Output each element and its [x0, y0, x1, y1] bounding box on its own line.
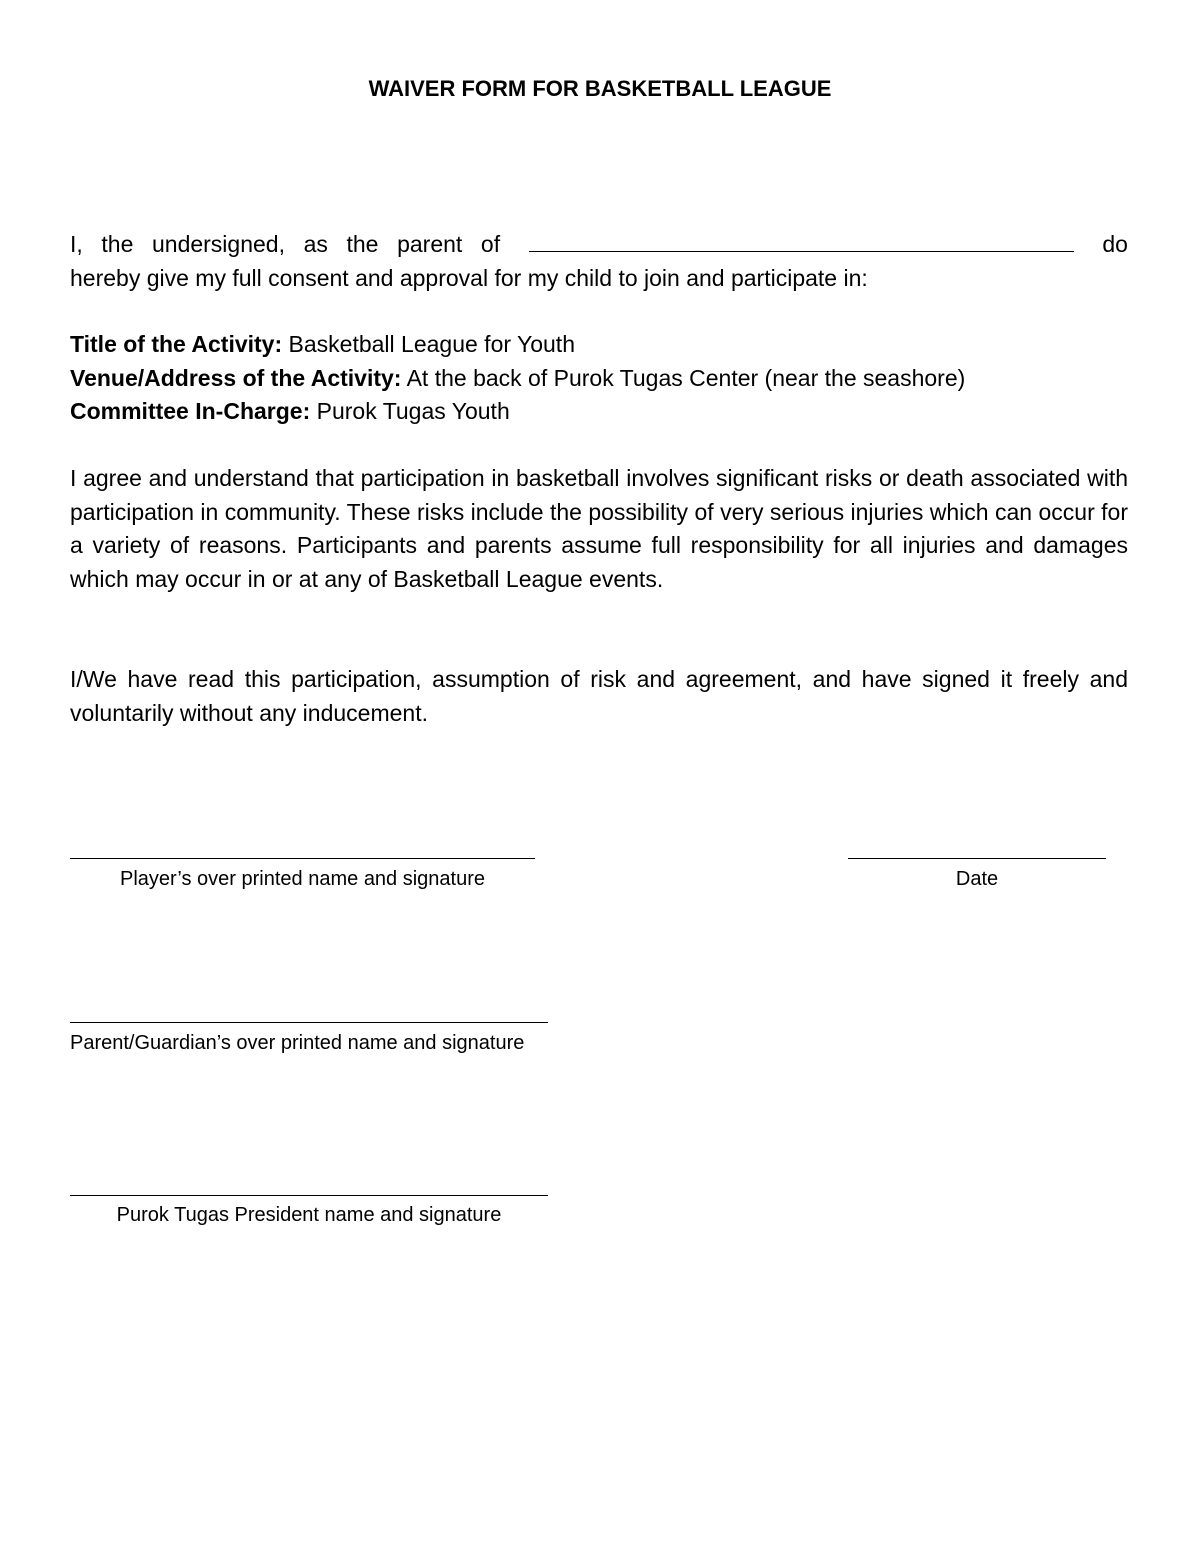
- parent-signature-line[interactable]: [70, 1022, 548, 1023]
- consent-word: the: [101, 231, 134, 257]
- form-title: WAIVER FORM FOR BASKETBALL LEAGUE: [368, 76, 832, 101]
- parent-signature-label: Parent/Guardian’s over printed name and signature: [70, 1032, 525, 1054]
- consent-line-2: hereby give my full consent and approval for my child to join and participate in:: [70, 264, 868, 291]
- risk-paragraph: I agree and understand that participation in basketball involves significant risks or death associated with participation in community. These risks include the possibility of very serious injuries which can occur for a variety of reasons. Participants and parents assume full responsibility for all injuries and damages which may occur in or at any of Basketball League events.: [70, 465, 1128, 593]
- date-label: Date: [955, 868, 999, 890]
- player-signature-label: Player’s over printed name and signature: [119, 868, 486, 890]
- detail-value: Purok Tugas Youth: [316, 398, 510, 425]
- president-signature-line[interactable]: [70, 1195, 548, 1196]
- consent-word: of: [480, 231, 501, 257]
- agreement-paragraph: I/We have read this participation, assumption of risk and agreement, and have signed it freely and voluntarily without any inducement.: [70, 666, 1128, 726]
- consent-word: I,: [70, 231, 83, 257]
- player-signature-line[interactable]: [70, 858, 535, 859]
- agreement-section: [70, 663, 1128, 730]
- president-signature-label: Purok Tugas President name and signature: [116, 1204, 502, 1226]
- risk-section: [70, 462, 1128, 597]
- consent-section: [70, 228, 1128, 295]
- consent-suffix: do: [1102, 231, 1128, 257]
- detail-venue: [70, 362, 1128, 396]
- detail-value: Basketball League for Youth: [288, 331, 575, 357]
- detail-label: Venue/Address of the Activity:: [70, 364, 402, 391]
- detail-title-of-activity: [70, 328, 1128, 362]
- activity-details: [70, 328, 1128, 429]
- consent-line-1: [70, 228, 1128, 262]
- date-line[interactable]: [848, 858, 1106, 859]
- consent-word: the: [346, 231, 379, 257]
- detail-label: Title of the Activity:: [70, 331, 283, 357]
- child-name-blank[interactable]: [529, 229, 1074, 252]
- consent-word: parent: [397, 231, 463, 257]
- consent-word: undersigned,: [151, 231, 285, 257]
- detail-label: Committee In-Charge:: [70, 398, 311, 425]
- consent-word: as: [303, 231, 328, 257]
- detail-value: At the back of Purok Tugas Center (near the seashore): [406, 364, 966, 391]
- detail-committee: [70, 395, 1128, 429]
